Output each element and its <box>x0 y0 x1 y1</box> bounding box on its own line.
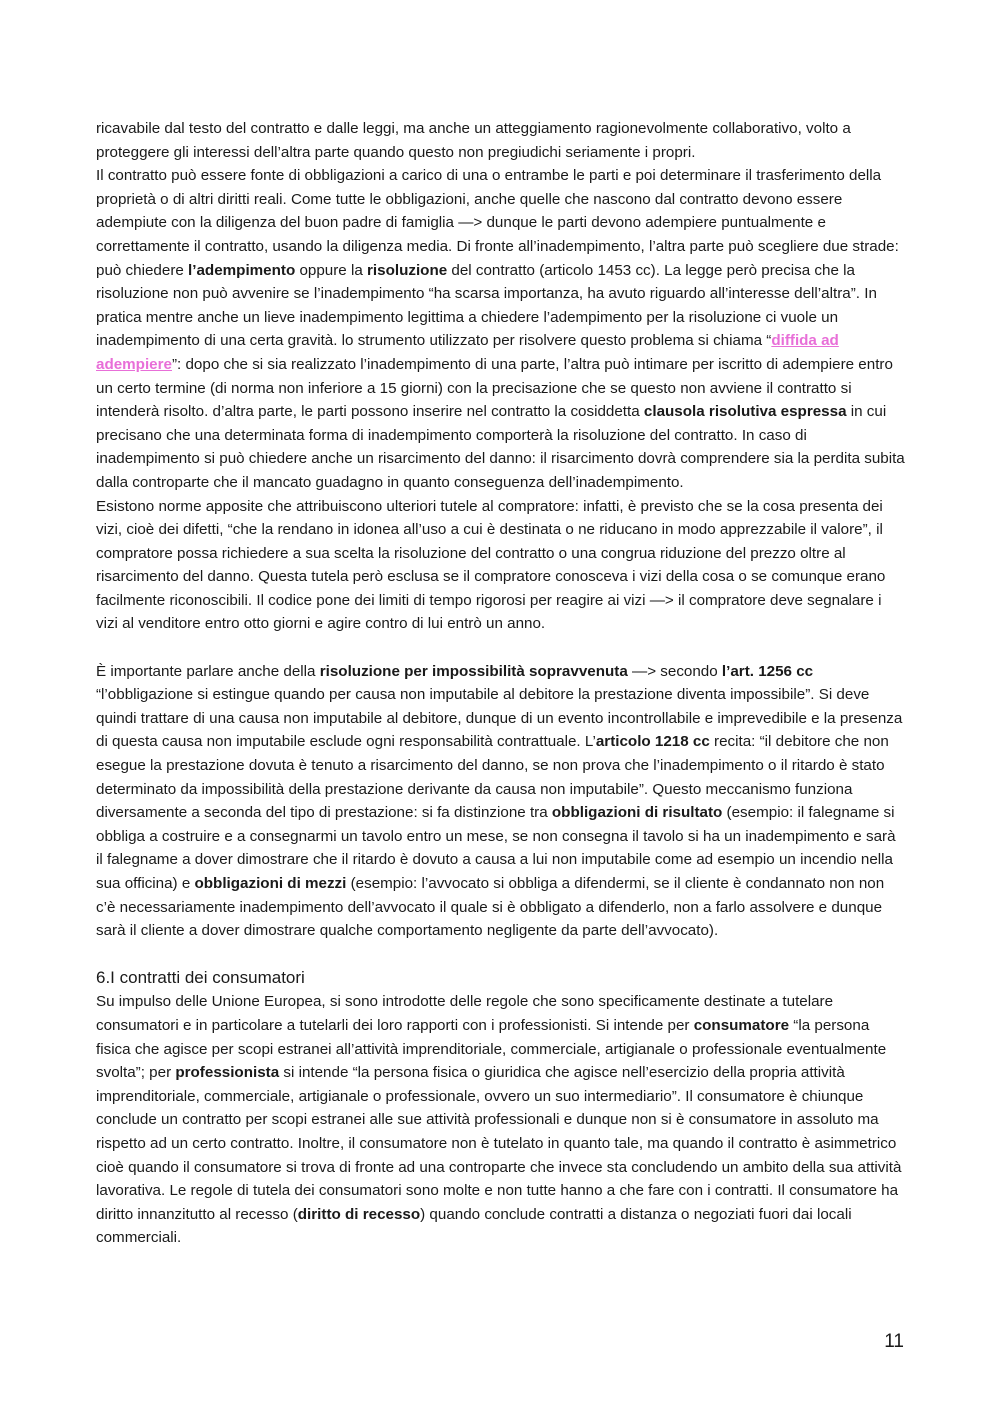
paragraph-text: Esistono norme apposite che attribuiscono ulteriori tutele al compratore: infatti, è previsto che se la cosa presenta dei vizi, cioè dei difetti, “che la rendano in idonea all’uso a cui è destinata o ne riducano in modo apprezzabile il valore”, il compratore possa richiedere a sua scelta la risoluzione del contratto o una congrua riduzione del prezzo oltre al risarcimento del danno. Questa tutela però esclusa se il compratore conosceva i vizi della cosa o se comunque erano facilmente riconoscibili. Il codice pone dei limiti di tempo rigorosi per reagire ai vizi —> il compratore deve segnalare i vizi al venditore entro otto giorni e agire contro di lui entrò un anno. <box>96 497 886 633</box>
bold-term-professionista: professionista <box>175 1064 280 1082</box>
paragraph-impossibility <box>96 660 906 943</box>
paragraph-text: Il contratto può essere fonte di obbligazioni a carico di una o entrambe le parti e poi determinare il trasferimento della proprietà o di altri diritti reali. Come tutte le obbligazioni, anche quelle che nascono dal contratto devono essere adempiute con la diligenza del buon padre di famiglia —> dunque le parti devono adempiere puntualmente e correttamente il contratto, usando la diligenza media. Di fronte all’inadempimento, l’altra parte può scegliere due strade: può chiedere <box>96 167 899 279</box>
paragraph-breach-remedies <box>96 164 906 494</box>
section-heading: 6.I contratti dei consumatori <box>96 968 305 988</box>
paragraph-text: recita: “il debitore che non esegue la prestazione dovuta è tenuto a risarcimento del danno, se non prova che l’inadempimento o il ritardo è stato determinato da impossibilità della prestazione derivante da causa non imputabile”. Questo meccanismo funziona diversamente a seconda del tipo di prestazione: si fa distinzione tra <box>96 733 889 822</box>
paragraph-text: ) quando conclude contratti a distanza o negoziati fuori dai locali commerciali. <box>96 1205 852 1247</box>
paragraph-buyer-protection <box>96 495 906 637</box>
bold-term-clausola-risolutiva: clausola risolutiva espressa <box>643 403 847 421</box>
bold-term-obbligazioni-risultato: obbligazioni di risultato <box>551 804 723 822</box>
paragraph-text: È importante parlare anche della <box>96 662 320 680</box>
bold-term-consumatore: consumatore <box>693 1016 790 1034</box>
paragraph-text: in cui precisano che una determinata forma di inadempimento comporterà la risoluzione del contratto. In caso di inadempimento si può chiedere anche un risarcimento del danno: il risarcimento dovrà comprendere sia la perdita subita dalla controparte che il mancato guadagno in quanto conseguenza dell’inadempimento. <box>96 403 905 491</box>
paragraph-text: “la persona fisica che agisce per scopi estranei all’attività imprenditoriale, commerciale, artigianale o professionale eventualmente svolta”; per <box>96 1016 887 1082</box>
paragraph-text: si intende “la persona fisica o giuridica che agisce nell’esercizio della propria attività imprenditoriale, commerciale, artigianale o professionale, ovvero un suo intermediario”. Il consumatore è chiunque conclude un contratto per scopi estranei alle sue attività professionali e dunque non si è consumatore in assoluto ma rispetto ad un certo contratto. Inoltre, il consumatore non è tutelato in quanto tale, ma quando il contratto è asimmetrico cioè quando il consumatore si trova di fronte ad una controparte che invece sta concludendo un ambito della sua attività lavorativa. Le regole di tutela dei consumatori sono molte e non tutte hanno a che fare con i contratti. Il consumatore ha diritto innanzitutto al recesso ( <box>96 1064 902 1223</box>
link-diffida-ad-adempiere[interactable]: diffida ad adempiere <box>96 332 839 373</box>
document-page <box>96 117 906 1250</box>
paragraph-spacer <box>96 636 906 660</box>
paragraph-consumers <box>96 990 906 1250</box>
bold-term-art-1218: articolo 1218 cc <box>595 733 710 751</box>
page-number: 11 <box>884 1331 904 1352</box>
paragraph-text: del contratto (articolo 1453 cc). La legge però precisa che la risoluzione non può avvenire se l’inadempimento “ha scarsa importanza, ha avuto riguardo all’interesse dell’altra”. In pratica mentre anche un lieve inadempimento legittima a chiedere l’adempimento per la risoluzione ci vuole un inadempimento di una certa gravità. lo strumento utilizzato per risolvere questo problema si chiama “ <box>96 261 877 350</box>
paragraph-text: Su impulso delle Unione Europea, si sono introdotte delle regole che sono specificamente destinate a tutelare consumatori e in particolare a tutelarli dei loro rapporti con i professionisti. Si intende per <box>96 993 834 1034</box>
bold-term-risoluzione-impossibilita: risoluzione per impossibilità sopravvenuta <box>319 662 628 680</box>
bold-term-diritto-recesso: diritto di recesso <box>297 1205 421 1223</box>
paragraph-text: “l’obbligazione si estingue quando per causa non imputabile al debitore la prestazione diventa impossibile”. Si deve quindi trattare di una causa non imputabile al debitore, dunque di un evento incontrollabile e imprevedibile e la presenza di questa causa non imputabile esclude ogni responsabilità contrattuale. L’ <box>96 686 903 751</box>
paragraph-text: ”: dopo che si sia realizzato l’inadempimento di una parte, l’altra può intimare per iscritto di adempiere entro un certo termine (di norma non inferiore a 15 giorni) con la precisazione che se questo non avviene il contratto si intenderà risolto. d’altra parte, le parti possono inserire nel contratto la cosiddetta <box>96 355 893 421</box>
paragraph-text: (esempio: l’avvocato si obbliga a difendermi, se il cliente è condannato non non c’è necessariamente inadempimento dell’avvocato il quale si è obbligato a difenderlo, non a farlo assolvere e dunque sarà il cliente a dover dimostrare qualche comportamento negligente da parte dell’avvocato). <box>96 875 885 940</box>
bold-term-art-1256: l’art. 1256 cc <box>721 662 814 680</box>
paragraph-good-faith <box>96 117 906 164</box>
paragraph-text: (esempio: il falegname si obbliga a costruire e a consegnarmi un tavolo entro un mese, se non consegna il tavolo si ha un inadempimento e sarà il falegname a dover dimostrare che il ritardo è dovuto a causa a lui non imputabile come ad esempio un incendio nella sua officina) e <box>96 804 896 892</box>
paragraph-spacer <box>96 943 906 967</box>
bold-term-obbligazioni-mezzi: obbligazioni di mezzi <box>194 875 347 892</box>
paragraph-text: —> secondo <box>627 662 722 680</box>
paragraph-text: ricavabile dal testo del contratto e dalle leggi, ma anche un atteggiamento ragionevolmente collaborativo, volto a proteggere gli interessi dell’altra parte quando questo non pregiudichi seriamente i propri. <box>96 120 851 161</box>
paragraph-text: oppure la <box>295 261 368 279</box>
bold-term-risoluzione: risoluzione <box>367 261 448 279</box>
bold-term-adempimento: l’adempimento <box>188 261 296 279</box>
